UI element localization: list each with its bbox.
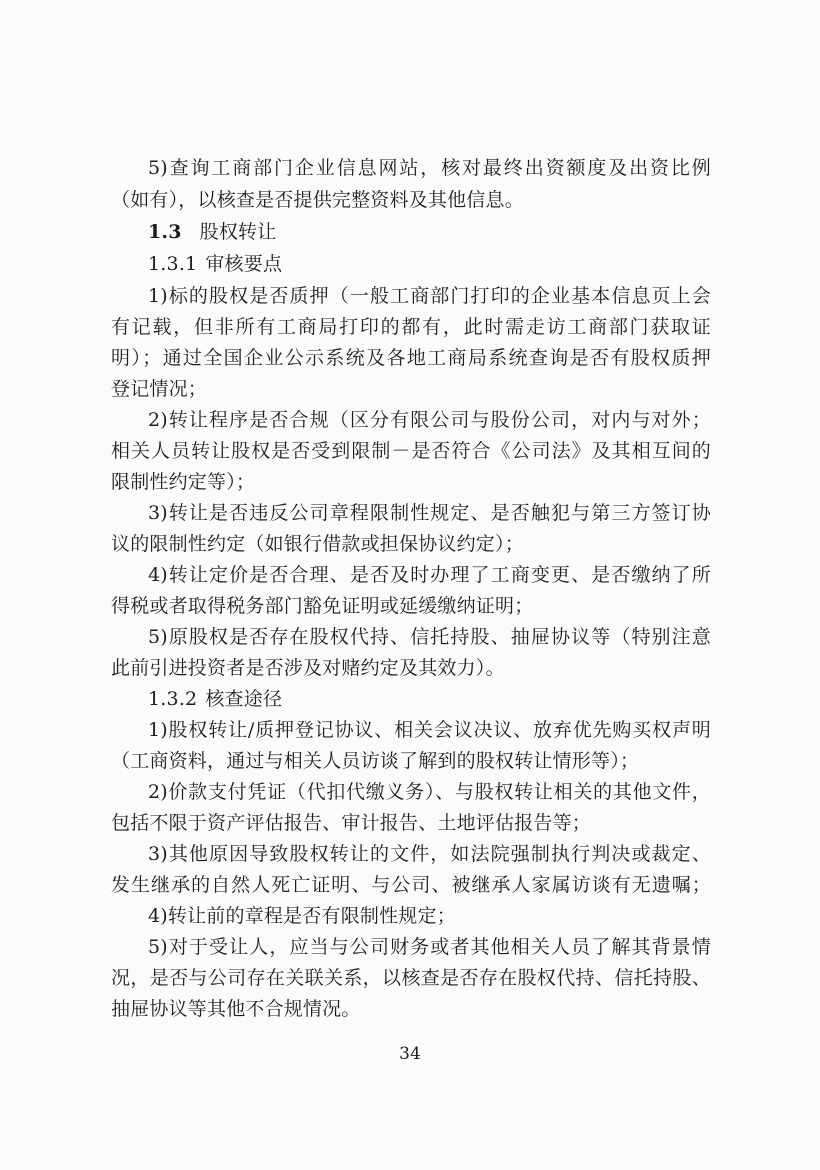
paragraph-line: 发生继承的自然人死亡证明、与公司、被继承人家属访谈有无遗嘱； [111, 874, 711, 896]
paragraph-line: 1)股权转让/质押登记协议、相关会议决议、放弃优先购买权声明 [148, 719, 711, 741]
paragraph-line: 4)转让定价是否合理、是否及时办理了工商变更、是否缴纳了所 [148, 564, 711, 586]
paragraph-line: 2)转让程序是否合规（区分有限公司与股份公司，对内与对外； [148, 409, 711, 431]
page-number: 34 [399, 1044, 421, 1064]
section-number: 1.3 [148, 221, 182, 243]
paragraph-line: 议的限制性约定（如银行借款或担保协议约定）； [111, 533, 524, 555]
paragraph-line: 包括不限于资产评估报告、审计报告、土地评估报告等； [111, 812, 592, 834]
paragraph-line: 5)原股权是否存在股权代持、信托持股、抽屉协议等（特别注意 [148, 626, 711, 648]
paragraph-line: 5)对于受让人，应当与公司财务或者其他相关人员了解其背景情 [148, 936, 711, 958]
section-heading [148, 220, 748, 244]
paragraph-line: （工商资料，通过与相关人员访谈了解到的股权转让情形等）； [111, 750, 640, 772]
paragraph-line: 有记载，但非所有工商局打印的都有，此时需走访工商部门获取证 [111, 316, 711, 338]
paragraph-line: 5)查询工商部门企业信息网站，核对最终出资额度及出资比例 [148, 157, 711, 179]
paragraph-line: 相关人员转让股权是否受到限制－是否符合《公司法》及其相互间的 [111, 440, 711, 462]
paragraph-line: 3)转让是否违反公司章程限制性规定、是否触犯与第三方签订协 [148, 502, 711, 524]
paragraph-line: 1)标的股权是否质押（一般工商部门打印的企业基本信息页上会 [148, 285, 711, 307]
paragraph-line: （如有），以核查是否提供完整资料及其他信息。 [111, 189, 524, 211]
paragraph-line: 况，是否与公司存在关联关系，以核查是否存在股权代持、信托持股、 [111, 967, 711, 989]
paragraph-line: 4)转让前的章程是否有限制性规定； [148, 905, 456, 927]
subsection-title: 审核要点 [205, 253, 283, 275]
paragraph-line: 此前引进投资者是否涉及对赌约定及其效力）。 [111, 657, 505, 679]
subsection-title: 核查途径 [205, 688, 283, 710]
paragraph-line: 抽屉协议等其他不合规情况。 [111, 998, 361, 1020]
paragraph-line: 得税或者取得税务部门豁免证明或延缓缴纳证明； [111, 595, 534, 617]
paragraph-line: 2)价款支付凭证（代扣代缴义务）、与股权转让相关的其他文件， [148, 781, 711, 803]
paragraph-line: 限制性约定等）； [111, 471, 256, 493]
paragraph-line: 3)其他原因导致股权转让的文件，如法院强制执行判决或裁定、 [148, 843, 711, 865]
subsection-number: 1.3.2 [148, 688, 198, 710]
paragraph-line: 登记情况； [111, 378, 208, 400]
subsection-heading [148, 252, 748, 276]
subsection-heading [148, 687, 748, 711]
subsection-number: 1.3.1 [148, 253, 198, 275]
paragraph-line: 明）；通过全国企业公示系统及各地工商局系统查询是否有股权质押 [111, 347, 711, 369]
section-title: 股权转让 [199, 221, 277, 243]
